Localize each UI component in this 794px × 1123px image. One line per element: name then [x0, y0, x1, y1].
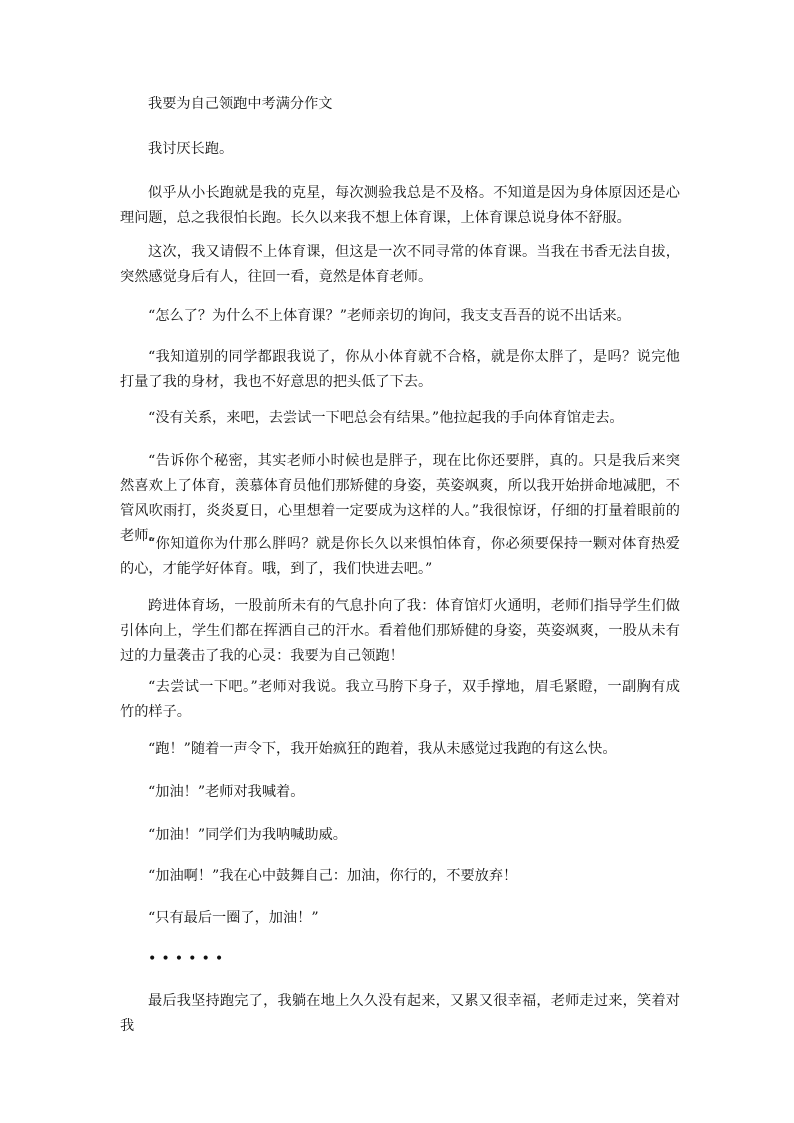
- essay-title: 我要为自己领跑中考满分作文: [148, 96, 333, 112]
- paragraph-13: “加油！”同学们为我呐喊助威。: [148, 827, 347, 843]
- paragraph-3: 这次，我又请假不上体育课，但这是一次不同寻常的体育课。当我在书香无法自拔，突然感觉身后有人，往回一看，竟然是体育老师。: [120, 244, 680, 285]
- paragraph-10: “去尝试一下吧。”老师对我说。我立马胯下身子，双手撑地，眉毛紧瞪，一副胸有成竹的样子。: [120, 679, 680, 720]
- paragraph-15: “只有最后一圈了，加油！”: [148, 910, 319, 926]
- paragraph-17: 最后我坚持跑完了，我躺在地上久久没有起来，又累又很幸福，老师走过来，笑着对我: [120, 993, 680, 1034]
- paragraph-4: “怎么了？为什么不上体育课？”老师亲切的询问，我支支吾吾的说不出话来。: [148, 308, 631, 324]
- ellipsis-separator: ••••••: [148, 951, 229, 967]
- paragraph-1: 我讨厌长跑。: [148, 141, 234, 157]
- paragraph-7: “告诉你个秘密，其实老师小时候也是胖子，现在比你还要胖，真的。只是我后来突然喜欢上了体育，羡慕体育员他们那矫健的身姿，英姿飒爽，所以我开始拼命地减肥，不管风吹雨打，炎炎夏日，心里想着一定要成为这样的人。”我很惊讶，仔细的打量着眼前的老师。: [120, 453, 680, 544]
- paragraph-11: “跑！”随着一声令下，我开始疯狂的跑着，我从未感觉过我跑的有这么快。: [148, 741, 617, 757]
- paragraph-5: “我知道别的同学都跟我说了，你从小体育就不合格，就是你太胖了，是吗？说完他打量了我的身材，我也不好意思的把头低了下去。: [120, 349, 680, 390]
- paragraph-12: “加油！”老师对我喊着。: [148, 784, 305, 800]
- paragraph-2: 似乎从小长跑就是我的克星，每次测验我总是不及格。不知道是因为身体原因还是心理问题，总之我很怕长跑。长久以来我不想上体育课，上体育课总说身体不舒服。: [120, 185, 680, 226]
- paragraph-8: “你知道你为什那么胖吗？就是你长久以来惧怕体育，你必须要保持一颗对体育热爱的心，才能学好体育。哦，到了，我们快进去吧。”: [120, 536, 680, 577]
- paragraph-14: “加油啊！”我在心中鼓舞自己：加油，你行的，不要放弃！: [148, 868, 518, 884]
- paragraph-9: 跨进体育场，一股前所未有的气息扑向了我：体育馆灯火通明，老师们指导学生们做引体向上，学生们都在挥洒自己的汗水。看着他们那矫健的身姿，英姿飒爽，一股从未有过的力量袭击了我的心灵：我要为自己领跑！: [120, 598, 680, 664]
- paragraph-6: “没有关系，来吧，去尝试一下吧总会有结果。”他拉起我的手向体育馆走去。: [148, 410, 624, 426]
